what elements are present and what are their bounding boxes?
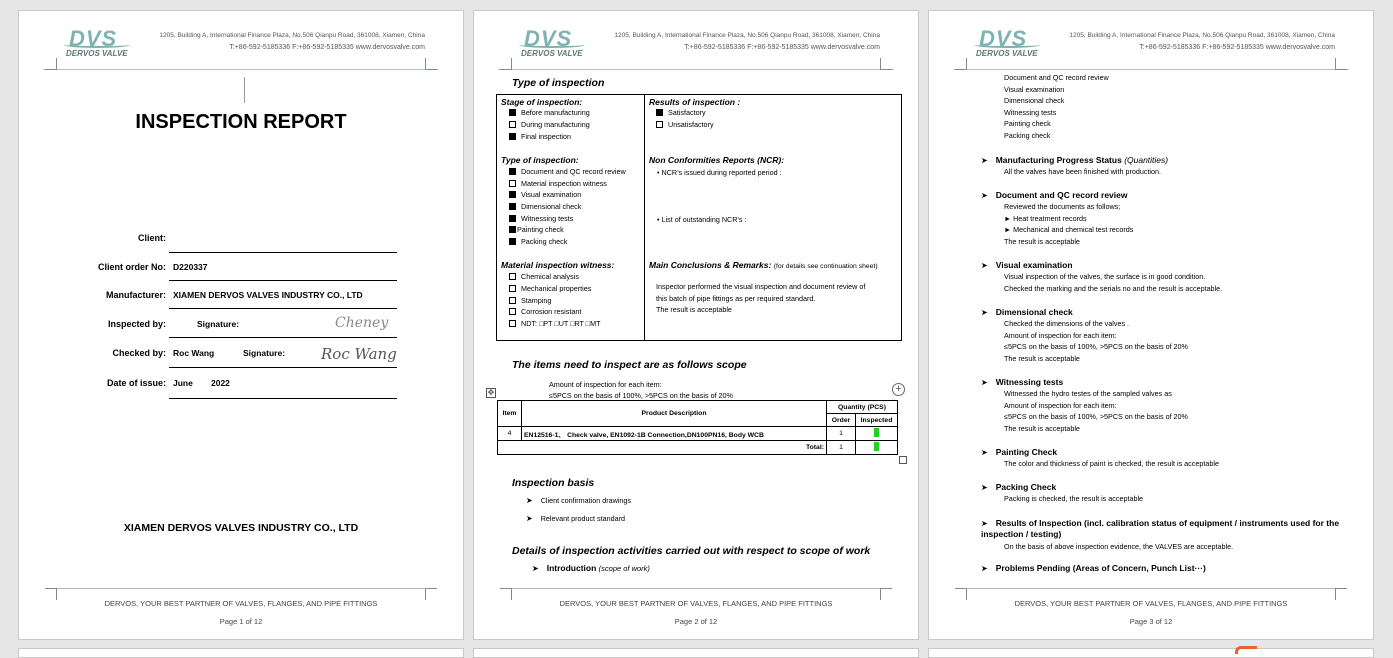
document-page-2 [473, 10, 919, 640]
witnessing-tests-heading: ➤ Witnessing tests [981, 377, 1064, 387]
type-checkbox[interactable]: Visual examination [509, 190, 581, 199]
footer-slogan: DERVOS, YOUR BEST PARTNER OF VALVES, FLANGES, AND PIPE FITTINGS [559, 599, 833, 608]
page-number: Page 1 of 12 [219, 617, 263, 626]
page-title: INSPECTION REPORT [135, 111, 347, 133]
header-address: 1205, Building A, International Finance Plaza, No.506 Qianpu Road, 361008, Xiamen, China [1069, 32, 1335, 39]
amount-line-2: ≤5PCS on the basis of 100%, >5PCS on the basis of 20% [549, 391, 733, 400]
packing-check-heading: ➤ Packing Check [981, 482, 1057, 492]
page-number: Page 3 of 12 [1129, 617, 1173, 626]
client-order-label: Client order No: [97, 262, 166, 272]
items-table [497, 400, 898, 455]
inspection-basis-heading: Inspection basis [512, 477, 595, 489]
ncr-outstanding: • List of outstanding NCR’s : [657, 215, 747, 224]
table-move-handle-icon[interactable]: ✥ [487, 388, 495, 397]
dimensional-check-heading: ➤ Dimensional check [981, 307, 1073, 317]
checkbox-checked-icon [656, 109, 663, 116]
date-year[interactable]: 2022 [211, 378, 230, 388]
annotation-mark [1235, 646, 1257, 654]
client-label: Client: [138, 233, 166, 243]
checked-by-value[interactable]: Roc Wang [173, 348, 215, 358]
company-name: XIAMEN DERVOS VALVES INDUSTRY CO., LTD [123, 522, 359, 534]
document-page-5-edge [473, 648, 919, 658]
type-checkbox[interactable]: Material inspection witness [509, 179, 607, 188]
total-label: Total: [498, 441, 827, 455]
results-title: Results of inspection : [649, 97, 741, 107]
stage-title: Stage of inspection: [501, 97, 583, 107]
total-inspected[interactable] [856, 441, 898, 455]
scope-heading: The items need to inspect are as follows scope [512, 359, 747, 371]
inspected-marker [874, 428, 879, 437]
header-address: 1205, Building A, International Finance Plaza, No.506 Qianpu Road, 361008, Xiamen, China [159, 32, 425, 39]
table-row [498, 427, 898, 441]
total-order[interactable]: 1 [827, 441, 856, 455]
col-header-item: Item [498, 401, 522, 427]
header-divider [43, 69, 439, 70]
date-of-issue-label: Date of issue: [106, 378, 166, 388]
table-total-row [498, 441, 898, 455]
introduction-item: ➤ Introduction (scope of work) [532, 563, 650, 573]
footer-slogan: DERVOS, YOUR BEST PARTNER OF VALVES, FLANGES, AND PIPE FITTINGS [104, 599, 378, 608]
stage-checkbox[interactable]: During manufacturing [509, 120, 590, 129]
cell-item[interactable]: 4 [498, 427, 522, 441]
checkbox-checked-icon [509, 133, 516, 140]
progress-status-heading: ➤ Manufacturing Progress Status (Quantities) [981, 155, 1169, 165]
arrow-bullet-icon: ➤ [526, 496, 533, 505]
document-page-6-edge [928, 648, 1374, 658]
date-month[interactable]: June [173, 378, 193, 388]
client-order-value[interactable]: D220337 [173, 262, 208, 272]
material-checkbox[interactable]: Corrosion resistant [509, 307, 581, 316]
inspected-marker [874, 442, 879, 451]
document-page-4-edge [18, 648, 464, 658]
col-header-inspected: Inspected [856, 414, 898, 427]
type-checkbox[interactable]: Witnessing tests [509, 214, 573, 223]
material-checkbox[interactable]: NDT: □PT □UT □RT □MT [509, 319, 601, 328]
footer-slogan: DERVOS, YOUR BEST PARTNER OF VALVES, FLANGES, AND PIPE FITTINGS [1014, 599, 1288, 608]
problems-pending-heading: ➤ Problems Pending (Areas of Concern, Punch List···) [981, 563, 1206, 573]
type-checkbox[interactable]: Dimensional check [509, 202, 581, 211]
type-of-inspection-heading: Type of inspection [512, 77, 605, 89]
basis-item: ➤ Client confirmation drawings [526, 496, 631, 505]
logo-text: DERVOS VALVE [66, 49, 128, 58]
col-header-description: Product Description [522, 401, 827, 427]
results-heading: ➤ Results of Inspection (incl. calibration status of equipment / instruments used for the inspection / testing) [981, 518, 1340, 539]
painting-check-heading: ➤ Painting Check [981, 447, 1058, 457]
cell-order[interactable]: 1 [827, 427, 856, 441]
scope-list: Document and QC record review Visual examination Dimensional check Witnessing tests Painting check Packing check [1004, 73, 1109, 140]
conclusions-text: Inspector performed the visual inspection and document review of this batch of pipe fittings as per required standard. The result is acceptable [656, 282, 866, 314]
col-header-order: Order [827, 414, 856, 427]
manufacturer-value[interactable]: XIAMEN DERVOS VALVES INDUSTRY CO., LTD [173, 290, 363, 300]
result-checkbox[interactable]: Satisfactory [656, 108, 706, 117]
visual-examination-heading: ➤ Visual examination [981, 260, 1073, 270]
amount-line-1: Amount of inspection for each item: [549, 380, 662, 389]
inspection-summary-box [496, 94, 902, 341]
ncr-title: Non Conformities Reports (NCR): [649, 155, 785, 165]
arrow-bullet-icon: ➤ [532, 564, 539, 573]
conclusions-title: Main Conclusions & Remarks: (for details see continuation sheet) [649, 260, 878, 270]
checked-by-label: Checked by: [112, 348, 166, 358]
material-checkbox[interactable]: Chemical analysis [509, 272, 579, 281]
checkbox-empty-icon [656, 121, 663, 128]
type-checkbox[interactable]: Document and QC record review [509, 167, 626, 176]
type-checkbox[interactable]: Packing check [509, 237, 567, 246]
document-review-heading: ➤ Document and QC record review [981, 190, 1128, 200]
text-cursor [244, 77, 245, 103]
checkbox-checked-icon [509, 109, 516, 116]
header-contact: T:+86-592-5185336 F:+86-592-5185335 www.dervosvalve.com [684, 44, 880, 51]
document-page-3: DVS DERVOS VALVE 1205, Building A, International Finance Plaza, No.506 Qianpu Road, 361008, Xiamen, China T:+86-592-5185336 F:+86-592-5185335 www.dervosvalve.com Document and QC record review Visual examination Dimensional check Witnessing tests Painting check Packing check ➤ Manufacturing Progress Status (Quantities) All the valves have been finished with production. ➤ Document and QC record review Reviewed the documents as follows; ► Heat treatment records ► Mechanical and chemical test records The result is acceptable ➤ Visual examination Visual inspection of the valves, the surface is in good condition. Checked the marking and the serials no and the result is acceptable. ➤ Dimensional check Checked the dimensions of the valves . Amount of inspection for each item: ≤5PCS on the basis of 100%, >5PCS on the basis of 20% The result is acceptable ➤ Witnessing tests Witnessed the hydro testes of the sampled valves as Amount of inspection for each item: ≤5PCS on the basis of 100%, >5PCS on the basis of 20% The result is acceptable ➤ Painting Check The color and thickness of paint is checked, the result is acceptable ➤ Packing Check Packing is checked, the result is acceptable ➤ Results of Inspection (incl. calibration status of equipment / instruments used for the inspection / testing) On the basis of above inspection evidence, the VALVES are acceptable. ➤ Problems Pending (Areas of Concern, Punch List···) DERVOS, YOUR BEST PARTNER OF VALVES, FLANGES, AND PIPE FITTINGS Page 3 of 12 [928, 10, 1374, 640]
material-checkbox[interactable]: Stamping [509, 296, 551, 305]
document-page-1 [18, 10, 464, 640]
col-header-quantity: Quantity (PCS) [827, 401, 898, 414]
stage-checkbox[interactable]: Final inspection [509, 132, 571, 141]
company-logo [64, 26, 134, 60]
ncr-issued: • NCR’s issued during reported period : [657, 168, 782, 177]
type-title: Type of inspection: [501, 155, 579, 165]
header-contact: T:+86-592-5185336 F:+86-592-5185335 www.dervosvalve.com [1139, 44, 1335, 51]
company-logo: DVS DERVOS VALVE [974, 26, 1044, 60]
checkbox-empty-icon [509, 121, 516, 128]
cell-inspected[interactable] [856, 427, 898, 441]
checker-signature: Roc Wang [321, 345, 397, 363]
stage-checkbox[interactable]: Before manufacturing [509, 108, 590, 117]
header-address: 1205, Building A, International Finance Plaza, No.506 Qianpu Road, 361008, Xiamen, China [614, 32, 880, 39]
company-logo: DVS DERVOS VALVE [519, 26, 589, 60]
cell-description[interactable]: EN12516-1、 Check valve, EN1092-1B Connection,DN100PN16, Body WCB [522, 427, 827, 441]
arrow-bullet-icon: ➤ [981, 156, 988, 165]
checked-signature-label: Signature: [243, 348, 286, 358]
inspector-signature: Cheney [335, 315, 389, 331]
manufacturer-label: Manufacturer: [105, 290, 166, 300]
arrow-bullet-icon: ➤ [526, 514, 533, 523]
material-title: Material inspection witness: [501, 260, 615, 270]
inspected-by-label: Inspected by: [107, 319, 166, 329]
inspected-signature-label: Signature: [197, 319, 240, 329]
details-heading: Details of inspection activities carried out with respect to scope of work [512, 545, 871, 557]
basis-item: ➤ Relevant product standard [526, 514, 626, 523]
table-resize-handle[interactable] [899, 456, 907, 464]
page-number: Page 2 of 12 [674, 617, 718, 626]
logo-mark: DVS [69, 26, 118, 51]
result-checkbox[interactable]: Unsatisfactory [656, 120, 714, 129]
add-column-icon[interactable]: + [892, 383, 905, 396]
header-contact: T:+86-592-5185336 F:+86-592-5185335 www.dervosvalve.com [229, 44, 425, 51]
material-checkbox[interactable]: Mechanical properties [509, 284, 591, 293]
type-checkbox[interactable]: Painting check [509, 225, 564, 234]
